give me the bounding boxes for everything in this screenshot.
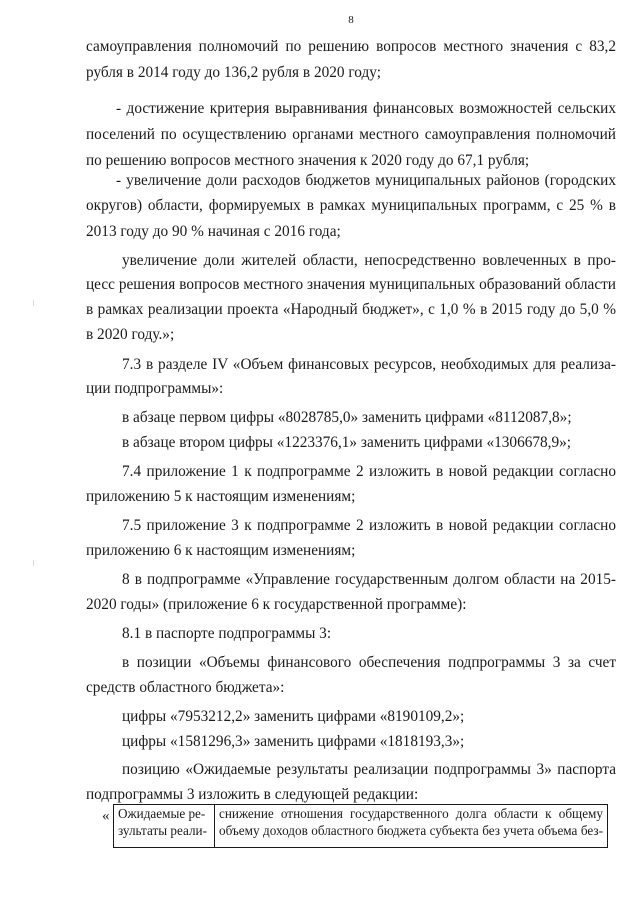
text-line: цифры «1581296,3» заменить цифрами «1818193,3»; — [122, 733, 465, 750]
table-cell-line: снижение отношения государственного долга области к общему — [219, 806, 603, 821]
text-line: позицию «Ожидаемые результаты реализации подпрограммы 3» паспорта — [122, 761, 616, 778]
scan-margin-mark — [33, 300, 34, 306]
text-line: увеличение доли жителей области, непосредственно вовлеченных в про- — [122, 252, 616, 269]
text-line: 8 в подпрограмме «Управление государственным долгом области на 2015- — [122, 571, 616, 588]
text-line: подпрограммы 3 изложить в следующей редакции: — [86, 786, 419, 803]
text-line: 7.3 в разделе IV «Объем финансовых ресурсов, необходимых для реализа- — [122, 356, 616, 373]
text-line: 7.4 приложение 1 к подпрограмме 2 изложить в новой редакции согласно — [122, 463, 616, 480]
text-line: - увеличение доли расходов бюджетов муниципальных районов (городских — [116, 172, 616, 189]
text-line: цесс решения вопросов местного значения муниципальных образований области — [86, 276, 616, 293]
opening-quote: « — [102, 808, 110, 824]
text-line: 8.1 в паспорте подпрограммы 3: — [122, 625, 332, 642]
table-cell-text — [215, 805, 608, 848]
text-line: в рамках реализации проекта «Народный бюджет», с 1,0 % в 2015 году до 5,0 % — [86, 301, 616, 318]
text-line: - достижение критерия выравнивания финансовых возможностей сельских — [116, 100, 616, 117]
text-line: поселений по осуществлению органами местного самоуправления полномочий — [86, 126, 616, 143]
text-line: приложению 5 к настоящим изменениям; — [86, 488, 356, 505]
document-page — [86, 0, 616, 905]
table-cell-line: Ожидаемые ре- — [118, 806, 206, 821]
text-line: 2020 годы» (приложение 6 к государственной программе): — [86, 596, 467, 613]
text-line: ции подпрограммы»: — [86, 380, 224, 397]
scan-margin-mark — [33, 560, 34, 566]
table-cell-line: зультаты реали- — [118, 822, 208, 838]
text-line: 7.5 приложение 3 к подпрограмме 2 изложить в новой редакции согласно — [122, 517, 616, 534]
text-line: цифры «7953212,2» заменить цифрами «8190109,2»; — [122, 708, 465, 725]
text-line: самоуправления полномочий по решению вопросов местного значения с 83,2 — [86, 38, 616, 55]
text-line: приложению 6 к настоящим изменениям; — [86, 542, 356, 559]
table-row — [114, 805, 608, 848]
text-line: по решению вопросов местного значения к 2020 году до 67,1 рубля; — [86, 152, 530, 169]
text-line: рубля в 2014 году до 136,2 рубля в 2020 году; — [86, 64, 381, 81]
text-line: 2013 году до 90 % начиная с 2016 года; — [86, 223, 341, 240]
text-line: округов) области, формируемых в рамках муниципальных программ, с 25 % в — [86, 197, 616, 214]
text-line: в абзаце втором цифры «1223376,1» заменить цифрами «1306678,9»; — [122, 434, 572, 451]
text-line: средств областного бюджета»: — [86, 679, 285, 696]
text-line: в позиции «Объемы финансового обеспечения подпрограммы 3 за счет — [122, 654, 616, 671]
table-cell-label — [114, 805, 215, 848]
table-cell-line: объему доходов областного бюджета субъекта без учета объема без- — [219, 822, 603, 838]
text-line: в 2020 году.»; — [86, 326, 175, 343]
page-number: 8 — [348, 14, 354, 26]
text-line: в абзаце первом цифры «8028785,0» заменить цифрами «8112087,8»; — [122, 409, 572, 426]
passport-table — [113, 804, 608, 848]
